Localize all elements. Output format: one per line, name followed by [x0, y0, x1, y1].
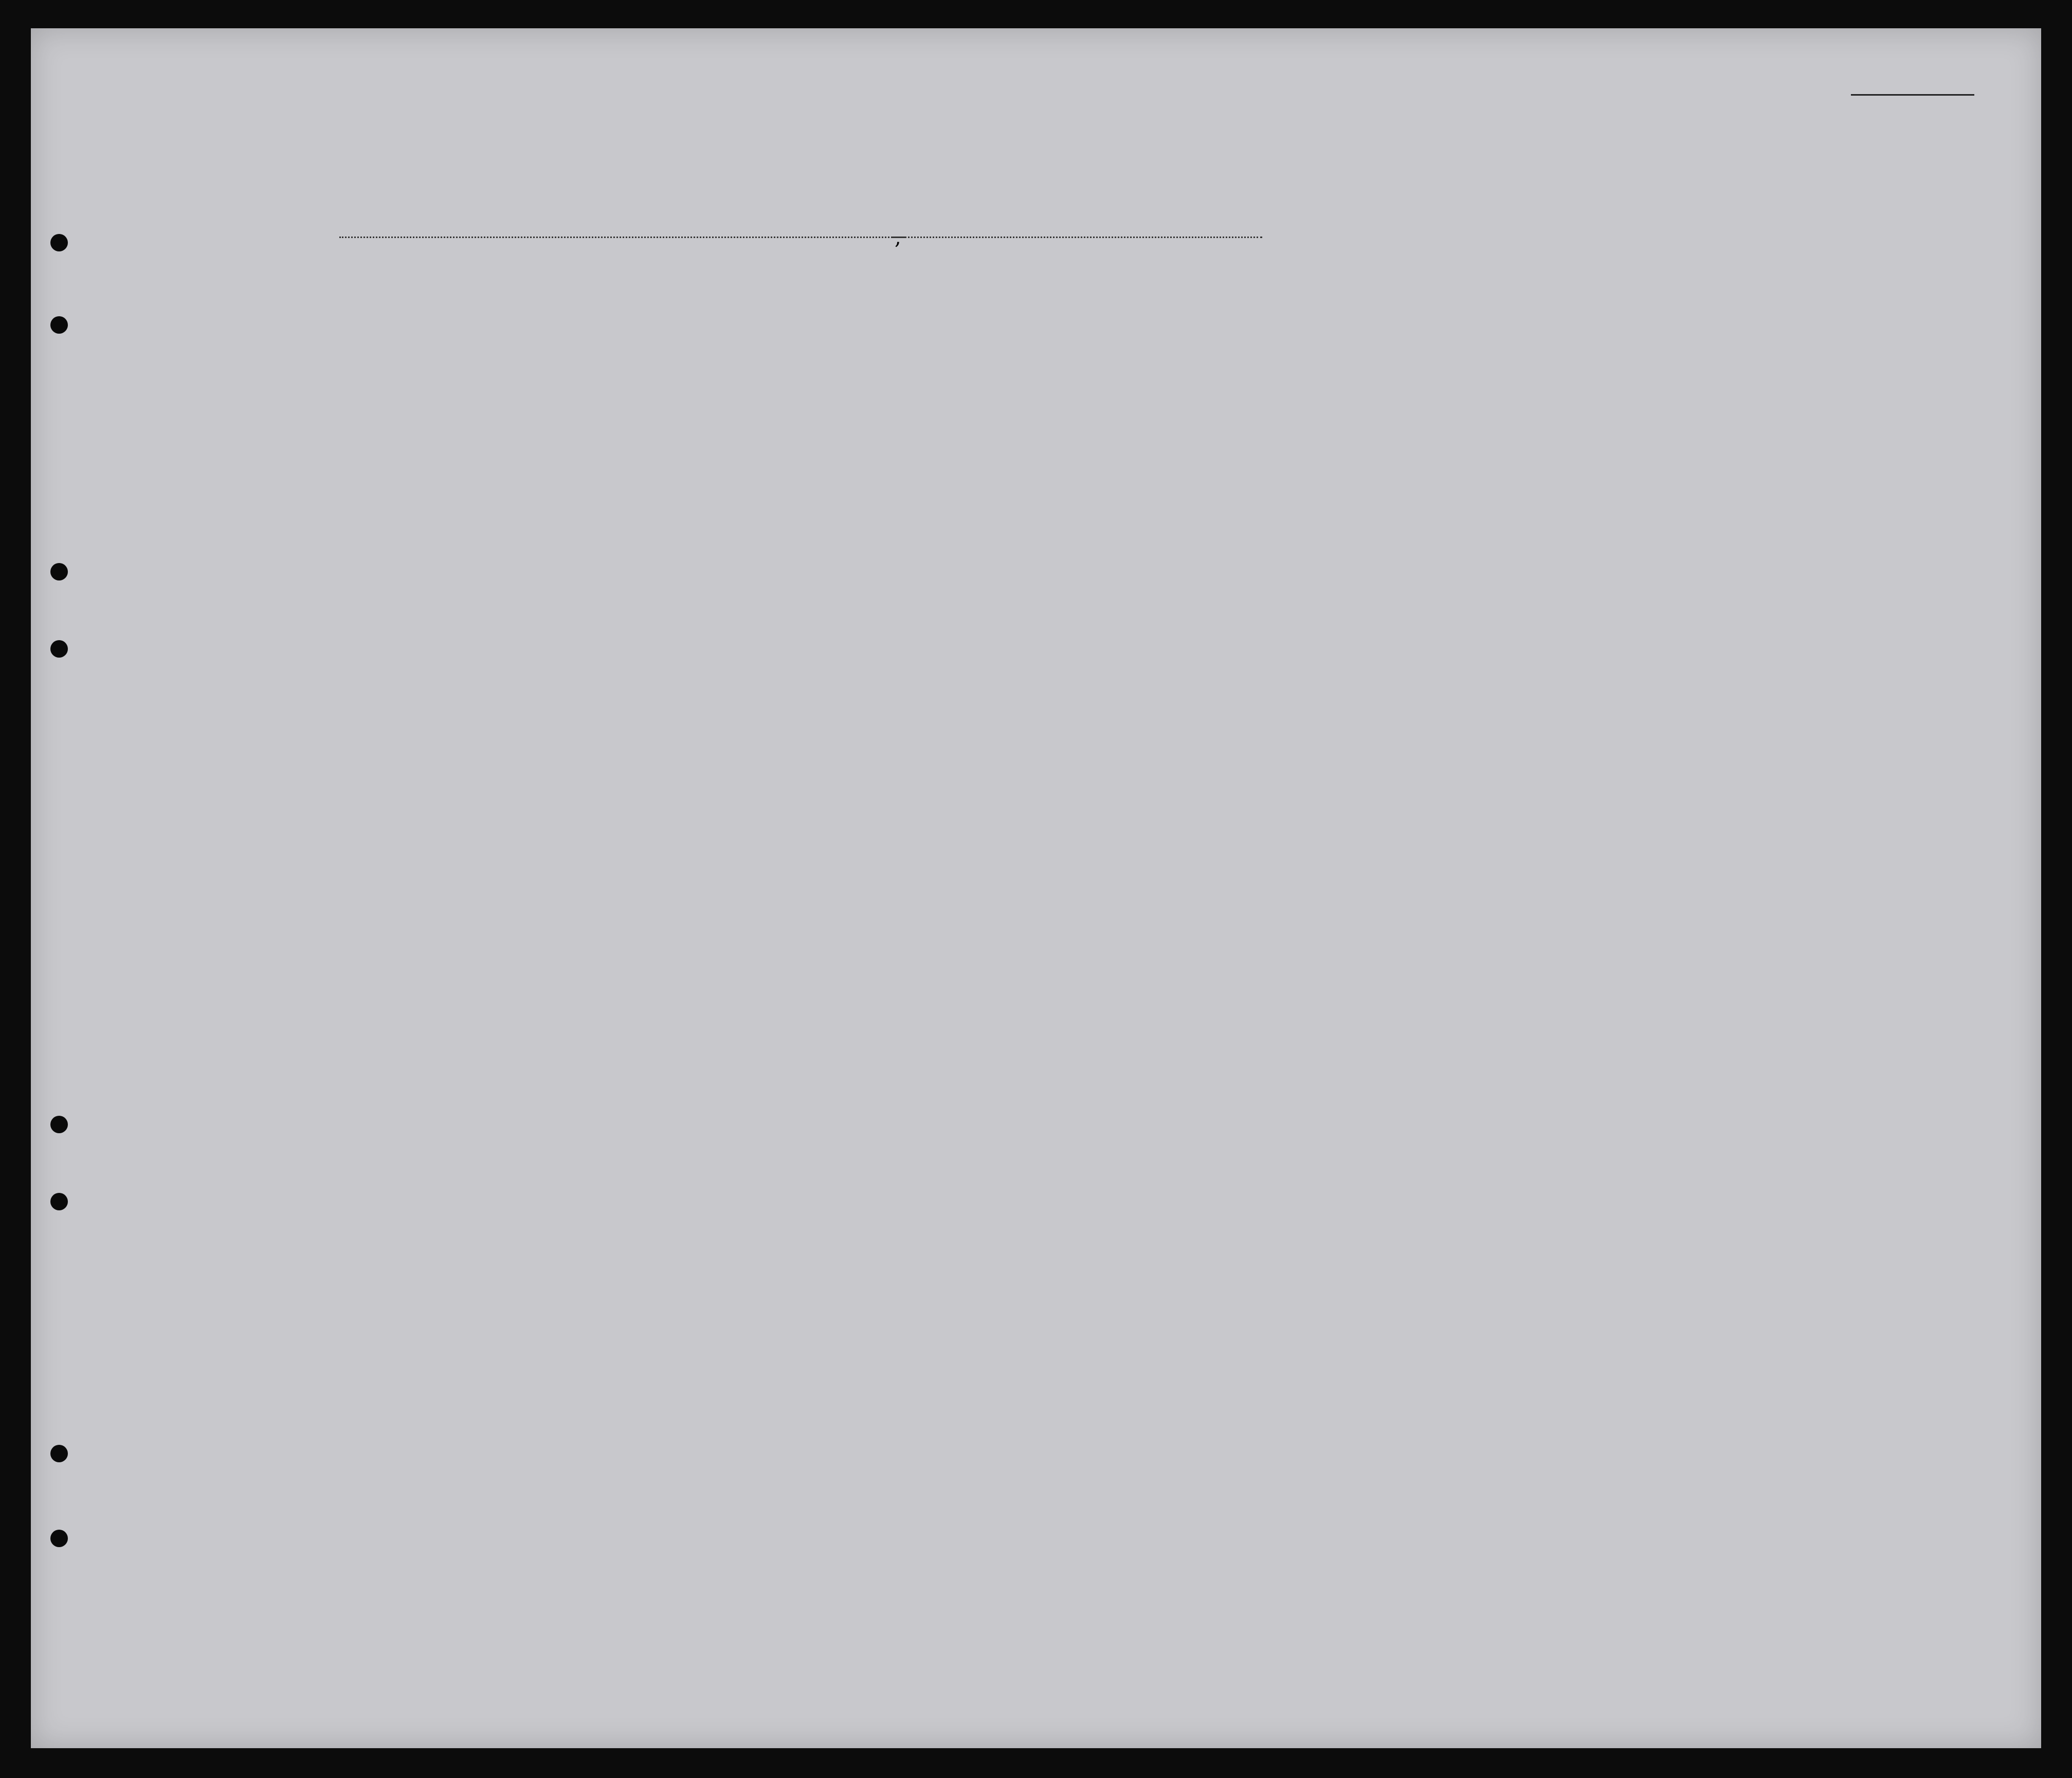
- punch-hole: [50, 563, 68, 580]
- punch-hole: [50, 1530, 68, 1547]
- punch-hole: [50, 316, 68, 334]
- port-comma: ,: [895, 226, 901, 249]
- punch-hole: [50, 1445, 68, 1462]
- manifest-sheet: [31, 28, 2041, 1748]
- punch-hole: [50, 1193, 68, 1210]
- punch-hole: [50, 234, 68, 251]
- table-grid: [31, 28, 2041, 1748]
- punch-hole: [50, 1116, 68, 1133]
- punch-hole: [50, 640, 68, 658]
